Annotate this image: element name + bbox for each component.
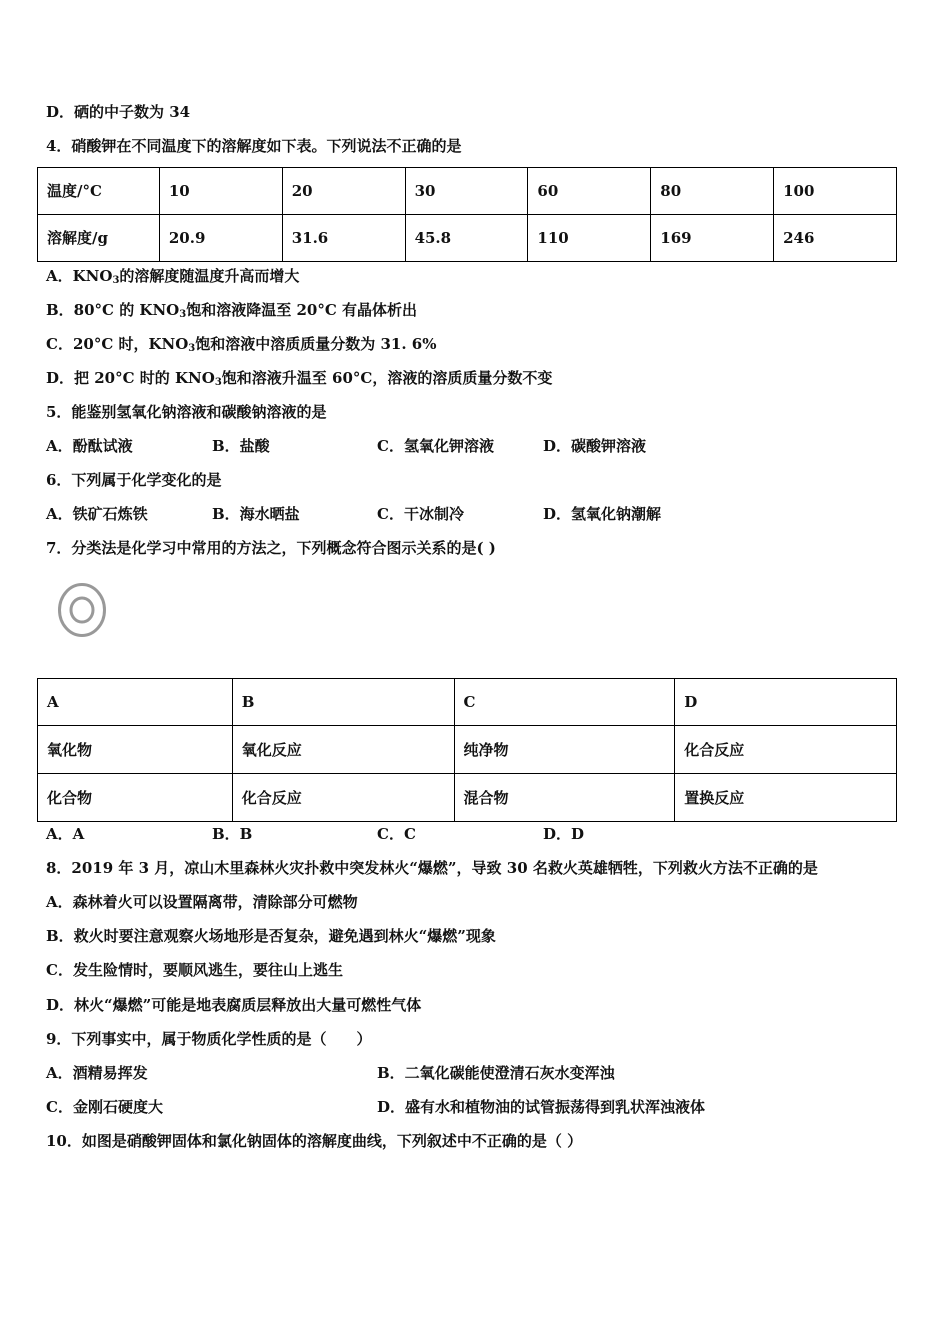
table-cell: 置换反应 [675,774,897,822]
q7-concept-table [37,678,897,822]
table-cell: 化合反应 [232,774,454,822]
q4-option-c: C．20°C 时，$KNO_3$饱和溶液中溶质质量分数为 31. 6% [46,335,437,354]
q8-option-d: D．林火“爆燃”可能是地表腐质层释放出大量可燃性气体 [46,996,422,1014]
concentric-circles-figure [57,582,109,640]
table-row [38,774,897,822]
table-cell: A [38,679,233,726]
q8-option-c: C．发生险情时，要顺风逃生，要往山上逃生 [46,961,343,979]
table-cell: 60 [528,168,651,215]
table-cell: 纯净物 [454,726,675,774]
q5-option-a: A．酚酞试液 [46,437,133,455]
q7-option-c: C．C [377,825,416,843]
q6-option-d: D．氢氧化钠潮解 [543,505,662,523]
q4-table-row-solubility [38,215,897,262]
table-row [38,726,897,774]
inner-circle [71,598,93,622]
q6-option-a: A．铁矿石炼铁 [46,505,148,523]
q9-option-b: B．二氧化碳能使澄清石灰水变浑浊 [377,1064,615,1082]
table-cell: 110 [528,215,651,262]
q4-stem: 4．硝酸钾在不同温度下的溶解度如下表。下列说法不正确的是 [46,137,462,155]
table-cell: 20 [282,168,405,215]
table-cell: 80 [651,168,774,215]
table-cell: 100 [774,168,897,215]
q5-option-d: D．碳酸钾溶液 [543,437,647,455]
table-cell: 溶解度/g [38,215,160,262]
q6-option-c: C．干冰制冷 [377,505,464,523]
table-cell: 氧化物 [38,726,233,774]
q10-stem: 10．如图是硝酸钾固体和氯化钠固体的溶解度曲线，下列叙述中不正确的是（ ） [46,1132,583,1150]
q8-stem: 8．2019 年 3 月，凉山木里森林火灾扑救中突发林火“爆燃”，导致 30 名救火英雄牺牲，下列救火方法不正确的是 [46,859,818,877]
q9-stem: 9．下列事实中，属于物质化学性质的是（ ） [46,1030,372,1048]
table-cell: B [232,679,454,726]
q3-option-d: D．硒的中子数为 34 [46,103,191,121]
table-cell: 温度/°C [38,168,160,215]
table-cell: 169 [651,215,774,262]
outer-circle [60,585,105,636]
table-cell: 混合物 [454,774,675,822]
q4-option-d: D．把 20°C 时的 $KNO_3$饱和溶液升温至 60°C，溶液的溶质质量分数不变 [46,369,553,388]
q5-option-c: C．氢氧化钾溶液 [377,437,494,455]
table-cell: 45.8 [405,215,528,262]
q9-option-c: C．金刚石硬度大 [46,1098,163,1116]
table-cell: D [675,679,897,726]
table-cell: 30 [405,168,528,215]
table-cell: 化合反应 [675,726,897,774]
q8-option-a: A．森林着火可以设置隔离带，清除部分可燃物 [46,893,358,911]
table-cell: 化合物 [38,774,233,822]
q7-option-a: A．A [46,825,85,843]
table-cell: 31.6 [282,215,405,262]
table-cell: 氧化反应 [232,726,454,774]
table-cell: C [454,679,675,726]
q7-option-d: D．D [543,825,585,843]
q4-option-a: A．$KNO_3$的溶解度随温度升高而增大 [46,267,300,286]
q4-option-b: B．80°C 的 $KNO_3$饱和溶液降温至 20°C 有晶体析出 [46,301,417,320]
table-cell: 10 [159,168,282,215]
q7-table-header-row [38,679,897,726]
q7-stem: 7．分类法是化学习中常用的方法之，下列概念符合图示关系的是( ) [46,539,496,557]
q7-option-b: B．B [212,825,253,843]
q6-stem: 6．下列属于化学变化的是 [46,471,222,489]
q8-option-b: B．救火时要注意观察火场地形是否复杂，避免遇到林火“爆燃”现象 [46,927,496,945]
table-cell: 246 [774,215,897,262]
q6-option-b: B．海水晒盐 [212,505,300,523]
q9-option-a: A．酒精易挥发 [46,1064,148,1082]
q4-table-row-temperature [38,168,897,215]
q9-option-d: D．盛有水和植物油的试管振荡得到乳状浑浊液体 [377,1098,706,1116]
q5-stem: 5．能鉴别氢氧化钠溶液和碳酸钠溶液的是 [46,403,327,421]
q5-option-b: B．盐酸 [212,437,270,455]
table-cell: 20.9 [159,215,282,262]
q4-solubility-table [37,167,897,262]
